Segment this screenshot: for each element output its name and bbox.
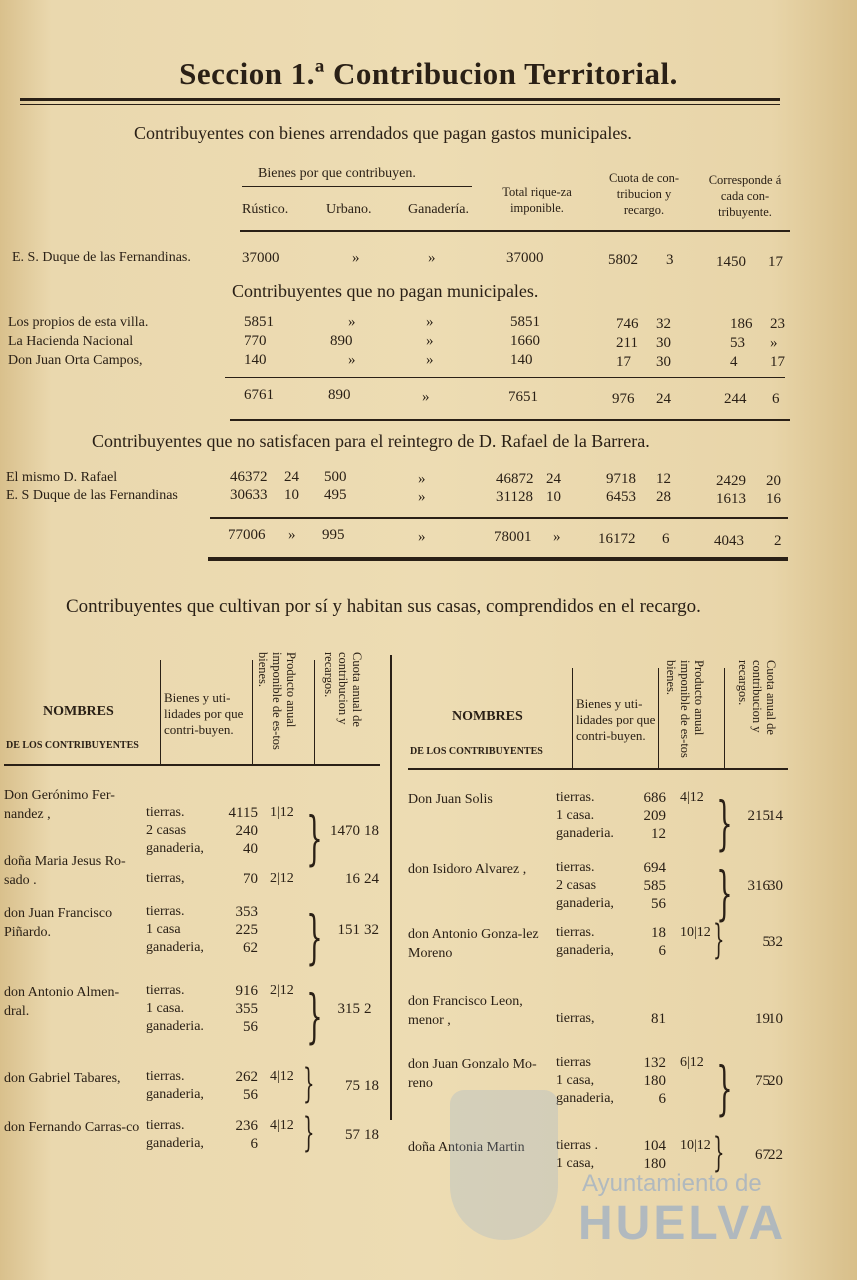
asset-value: 18 xyxy=(651,925,666,941)
right-col-rule xyxy=(724,668,725,768)
col-producto-right: Producto anual imponible de es-tos bienes. xyxy=(664,660,706,758)
cuota-amount: 151 xyxy=(337,922,360,938)
cuota-cents: 32 xyxy=(364,922,379,938)
asset-type: 1 casa, xyxy=(556,1156,595,1171)
cell-urbano: » xyxy=(348,314,356,330)
cell-ganaderia: » xyxy=(426,333,434,349)
cell-rustico-cents: 24 xyxy=(284,469,299,485)
contributor-name: don Antonio Gonza-lez Moreno xyxy=(408,927,539,961)
title-rule xyxy=(20,98,780,101)
total-ganaderia: » xyxy=(422,389,430,405)
s3-sum-rule xyxy=(210,517,788,519)
asset-value: 40 xyxy=(243,841,258,857)
contributor-name: Don Gerónimo Fer-nandez , xyxy=(4,788,115,822)
total-total: 7651 xyxy=(508,389,538,405)
cuota-cents: 20 xyxy=(768,1073,783,1089)
cell-cuota: 746 xyxy=(616,316,639,332)
contributor-name: don Isidoro Alvarez , xyxy=(408,862,527,877)
asset-value: 56 xyxy=(651,896,666,912)
section3-heading: Contribuyentes que no satisfacen para el reintegro de D. Rafael de la Barrera. xyxy=(92,431,650,451)
row-name: Los propios de esta villa. xyxy=(8,315,149,330)
cell-cuota: 9718 xyxy=(606,471,636,487)
cell-rustico: 46372 xyxy=(230,469,268,485)
section1-heading: Contribuyentes con bienes arrendados que pagan gastos municipales. xyxy=(134,123,632,143)
total-cuota-cents: 6 xyxy=(662,531,670,547)
cuota-amount: 16 xyxy=(345,871,360,887)
col-rustico: Rústico. xyxy=(242,202,289,217)
cell-corresponde-cents: » xyxy=(770,335,778,351)
asset-type: 2 casas xyxy=(146,823,187,838)
asset-type: ganaderia, xyxy=(556,1091,614,1106)
cuota-cents: 32 xyxy=(768,934,783,950)
total-corresponde: 244 xyxy=(724,391,747,407)
cell-urbano: » xyxy=(348,352,356,368)
cell-rustico: 30633 xyxy=(230,487,268,503)
asset-value: 262 xyxy=(235,1069,258,1085)
asset-type: tierras. xyxy=(146,983,185,998)
asset-type: 1 casa, xyxy=(556,1073,595,1088)
cuota-amount: 316 xyxy=(747,878,770,894)
contributor-name: doña Antonia Martin xyxy=(408,1140,525,1155)
cuota-cents: 30 xyxy=(768,878,783,894)
col-nombres-sub-left: DE LOS CONTRIBUYENTES xyxy=(6,740,139,751)
s2-sum-rule xyxy=(225,377,785,378)
asset-type: 2 casas xyxy=(556,878,597,893)
cell-cuota: 5802 xyxy=(608,252,638,268)
group-brace: } xyxy=(302,1061,315,1107)
asset-type: ganaderia, xyxy=(556,943,614,958)
group-brace: } xyxy=(712,917,725,963)
cuota-cents: 18 xyxy=(364,1078,379,1094)
cuota-cents: 22 xyxy=(768,1147,783,1163)
asset-type: 1 casa. xyxy=(146,1001,185,1016)
cell-ganaderia: » xyxy=(418,471,426,487)
column-divider xyxy=(390,655,392,1120)
cell-corresponde: 1613 xyxy=(716,491,746,507)
total-urbano: 890 xyxy=(328,387,351,403)
cell-total: 1660 xyxy=(510,333,540,349)
row-name: El mismo D. Rafael xyxy=(6,470,118,485)
group-brace: } xyxy=(716,859,733,927)
cuota-amount: 1470 xyxy=(330,823,360,839)
total-cuota-cents: 24 xyxy=(656,391,671,407)
contributor-name: don Francisco Leon, menor , xyxy=(408,994,523,1028)
asset-type: tierras. xyxy=(146,805,185,820)
asset-value: 6 xyxy=(658,943,666,959)
col-urbano: Urbano. xyxy=(326,202,372,217)
total-total: 78001 xyxy=(494,529,532,545)
cell-corresponde-cents: 20 xyxy=(766,473,781,489)
watermark-line2: HUELVA xyxy=(578,1197,787,1250)
watermark-line1: Ayuntamiento de xyxy=(582,1170,762,1197)
title-rule-thin xyxy=(20,104,780,105)
cell-cuota: 17 xyxy=(616,354,631,370)
row-name: E. S Duque de las Fernandinas xyxy=(6,488,178,503)
asset-type: ganaderia, xyxy=(146,841,204,856)
row-name: La Hacienda Nacional xyxy=(8,334,134,349)
asset-type: tierras xyxy=(556,1055,591,1070)
cuota-amount: 19 xyxy=(755,1011,770,1027)
asset-value: 56 xyxy=(243,1019,258,1035)
cell-rustico-cents: 10 xyxy=(284,487,299,503)
value-fraction: 6|12 xyxy=(680,1055,704,1070)
group-brace: } xyxy=(302,1110,315,1156)
asset-type: tierras. xyxy=(146,1118,185,1133)
asset-value: 81 xyxy=(651,1011,666,1027)
cell-urbano: 495 xyxy=(324,487,347,503)
asset-type: ganaderia, xyxy=(146,940,204,955)
row-name: Don Juan Orta Campos, xyxy=(8,353,143,368)
left-col-rule xyxy=(314,660,315,764)
asset-type: tierras, xyxy=(146,871,185,886)
cell-cuota-cents: 30 xyxy=(656,335,671,351)
total-cuota: 976 xyxy=(612,391,635,407)
left-col-rule xyxy=(160,660,161,764)
contributor-name: don Juan Gonzalo Mo-reno xyxy=(408,1057,537,1091)
left-col-rule xyxy=(252,660,253,764)
cuota-amount: 215 xyxy=(747,808,770,824)
asset-type: ganaderia, xyxy=(556,896,614,911)
right-col-rule xyxy=(572,668,573,768)
group-brace: } xyxy=(306,804,323,872)
asset-value: 916 xyxy=(235,983,258,999)
left-header-rule xyxy=(4,764,380,766)
group-rule xyxy=(242,186,472,187)
asset-value: 132 xyxy=(643,1055,666,1071)
cell-total: 46872 xyxy=(496,471,534,487)
col-total: Total rique-za imponible. xyxy=(502,185,572,215)
value-fraction: 4|12 xyxy=(680,790,704,805)
contributor-name: don Fernando Carras-co xyxy=(4,1120,140,1135)
cell-corresponde: 1450 xyxy=(716,254,746,270)
total-corresponde-cents: 6 xyxy=(772,391,780,407)
total-cuota: 16172 xyxy=(598,531,636,547)
group-header-bienes: Bienes por que contribuyen. xyxy=(258,166,416,181)
cell-rustico: 37000 xyxy=(242,250,280,266)
col-nombres-right: NOMBRES xyxy=(452,709,523,724)
cell-corresponde: 2429 xyxy=(716,473,746,489)
cell-cuota-cents: 3 xyxy=(666,252,674,268)
cuota-amount: 5 xyxy=(762,934,770,950)
cell-total: 37000 xyxy=(506,250,544,266)
asset-type: tierras. xyxy=(556,860,595,875)
asset-type: tierras. xyxy=(556,790,595,805)
group-brace: } xyxy=(712,1130,725,1176)
total-rustico-cents: » xyxy=(288,527,296,543)
cell-rustico: 140 xyxy=(244,352,267,368)
asset-value: 694 xyxy=(643,860,666,876)
right-header-rule xyxy=(408,768,788,770)
cell-total-cents: 10 xyxy=(546,489,561,505)
cuota-amount: 75 xyxy=(755,1073,770,1089)
value-fraction: 10|12 xyxy=(680,1138,711,1153)
group-brace: } xyxy=(716,1054,733,1122)
asset-type: ganaderia. xyxy=(146,1019,204,1034)
cell-corresponde-cents: 16 xyxy=(766,491,781,507)
page-title: Seccion 1.ª Contribucion Territorial. xyxy=(179,56,678,91)
total-urbano: 995 xyxy=(322,527,345,543)
cell-corresponde: 53 xyxy=(730,335,745,351)
asset-type: tierras . xyxy=(556,1138,598,1153)
cell-corresponde: 4 xyxy=(730,354,738,370)
cell-cuota-cents: 32 xyxy=(656,316,671,332)
total-rustico: 77006 xyxy=(228,527,266,543)
col-bienes-right: Bienes y uti-lidades por que contri-buyen. xyxy=(576,696,656,743)
cell-urbano: » xyxy=(352,250,360,266)
col-nombres-left: NOMBRES xyxy=(43,704,114,719)
cell-ganaderia: » xyxy=(426,352,434,368)
cell-urbano: 890 xyxy=(330,333,353,349)
asset-type: tierras. xyxy=(146,904,185,919)
cell-cuota-cents: 12 xyxy=(656,471,671,487)
col-cuota-left: Cuota anual de contribucion y recargos. xyxy=(322,652,364,727)
cell-total: 31128 xyxy=(496,489,533,505)
value-fraction: 4|12 xyxy=(270,1069,294,1084)
cell-corresponde-cents: 23 xyxy=(770,316,785,332)
cell-corresponde-cents: 17 xyxy=(768,254,783,270)
asset-value: 4115 xyxy=(228,805,258,821)
group-brace: } xyxy=(306,982,323,1050)
asset-value: 6 xyxy=(250,1136,258,1152)
asset-value: 70 xyxy=(243,871,258,887)
asset-value: 56 xyxy=(243,1087,258,1103)
cell-corresponde-cents: 17 xyxy=(770,354,785,370)
total-rustico: 6761 xyxy=(244,387,274,403)
total-ganaderia: » xyxy=(418,529,426,545)
total-corresponde-cents: 2 xyxy=(774,533,782,549)
section4-heading: Contribuyentes que cultivan por sí y habitan sus casas, comprendidos en el recargo. xyxy=(66,596,701,617)
contributor-name: don Antonio Almen-dral. xyxy=(4,985,120,1019)
cuota-cents: 18 xyxy=(364,823,379,839)
asset-value: 686 xyxy=(643,790,666,806)
asset-value: 104 xyxy=(643,1138,666,1154)
group-brace: } xyxy=(716,789,733,857)
s3-end-rule xyxy=(208,557,788,561)
asset-value: 62 xyxy=(243,940,258,956)
group-brace: } xyxy=(306,903,323,971)
col-bienes-left: Bienes y uti-lidades por que contri-buyen. xyxy=(164,690,244,737)
asset-value: 355 xyxy=(235,1001,258,1017)
contributor-name: don Juan Francisco Piñardo. xyxy=(4,906,113,940)
value-fraction: 2|12 xyxy=(270,871,294,886)
asset-type: tierras. xyxy=(556,925,595,940)
value-fraction: 10|12 xyxy=(680,925,711,940)
cell-total: 5851 xyxy=(510,314,540,330)
cell-cuota: 6453 xyxy=(606,489,636,505)
asset-value: 353 xyxy=(235,904,258,920)
cuota-amount: 57 xyxy=(345,1127,360,1143)
cuota-amount: 67 xyxy=(755,1147,770,1163)
asset-value: 180 xyxy=(643,1073,666,1089)
s2-end-rule xyxy=(230,419,790,421)
cuota-cents: 10 xyxy=(768,1011,783,1027)
asset-type: tierras, xyxy=(556,1011,595,1026)
asset-value: 585 xyxy=(643,878,666,894)
total-corresponde: 4043 xyxy=(714,533,744,549)
cuota-cents: 14 xyxy=(768,808,783,824)
asset-value: 180 xyxy=(643,1156,666,1172)
contributor-name: Don Juan Solis xyxy=(408,792,493,807)
col-nombres-sub-right: DE LOS CONTRIBUYENTES xyxy=(410,746,543,757)
cell-ganaderia: » xyxy=(418,489,426,505)
asset-type: 1 casa. xyxy=(556,808,595,823)
cell-corresponde: 186 xyxy=(730,316,753,332)
asset-value: 236 xyxy=(235,1118,258,1134)
cell-urbano: 500 xyxy=(324,469,347,485)
contributor-name: doña Maria Jesus Ro-sado . xyxy=(4,854,126,888)
value-fraction: 2|12 xyxy=(270,983,294,998)
contributor-name: don Gabriel Tabares, xyxy=(4,1071,121,1086)
asset-value: 6 xyxy=(658,1091,666,1107)
col-corresponde: Corresponde á cada con-tribuyente. xyxy=(708,173,782,219)
watermark-logo xyxy=(450,1090,558,1240)
cell-rustico: 770 xyxy=(244,333,267,349)
asset-value: 12 xyxy=(651,826,666,842)
asset-value: 240 xyxy=(235,823,258,839)
cuota-amount: 315 xyxy=(337,1001,360,1017)
value-fraction: 4|12 xyxy=(270,1118,294,1133)
asset-value: 209 xyxy=(643,808,666,824)
total-total-cents: » xyxy=(553,529,561,545)
col-ganaderia: Ganadería. xyxy=(408,202,470,217)
col-cuota: Cuota de con-tribucion y recargo. xyxy=(608,171,680,217)
cell-cuota: 211 xyxy=(616,335,638,351)
cell-ganaderia: » xyxy=(426,314,434,330)
cell-ganaderia: » xyxy=(428,250,436,266)
value-fraction: 1|12 xyxy=(270,805,294,820)
cuota-cents: 24 xyxy=(364,871,379,887)
col-producto-left: Producto anual imponible de es-tos bienes. xyxy=(256,652,298,750)
asset-type: ganaderia, xyxy=(146,1136,204,1151)
cell-total: 140 xyxy=(510,352,533,368)
cell-cuota-cents: 30 xyxy=(656,354,671,370)
cuota-amount: 75 xyxy=(345,1078,360,1094)
col-cuota-right: Cuota anual de contribucion y recargos. xyxy=(736,660,778,735)
asset-type: ganaderia, xyxy=(146,1087,204,1102)
cell-rustico: 5851 xyxy=(244,314,274,330)
section2-heading: Contribuyentes que no pagan municipales. xyxy=(232,281,539,301)
cell-cuota-cents: 28 xyxy=(656,489,671,505)
row-name: E. S. Duque de las Fernandinas. xyxy=(12,250,191,265)
cuota-cents: 2 xyxy=(364,1001,372,1017)
asset-value: 225 xyxy=(235,922,258,938)
cell-total-cents: 24 xyxy=(546,471,561,487)
asset-type: tierras. xyxy=(146,1069,185,1084)
right-col-rule xyxy=(658,668,659,768)
asset-type: 1 casa xyxy=(146,922,181,937)
asset-type: ganaderia. xyxy=(556,826,614,841)
header-rule xyxy=(240,230,790,232)
cuota-cents: 18 xyxy=(364,1127,379,1143)
